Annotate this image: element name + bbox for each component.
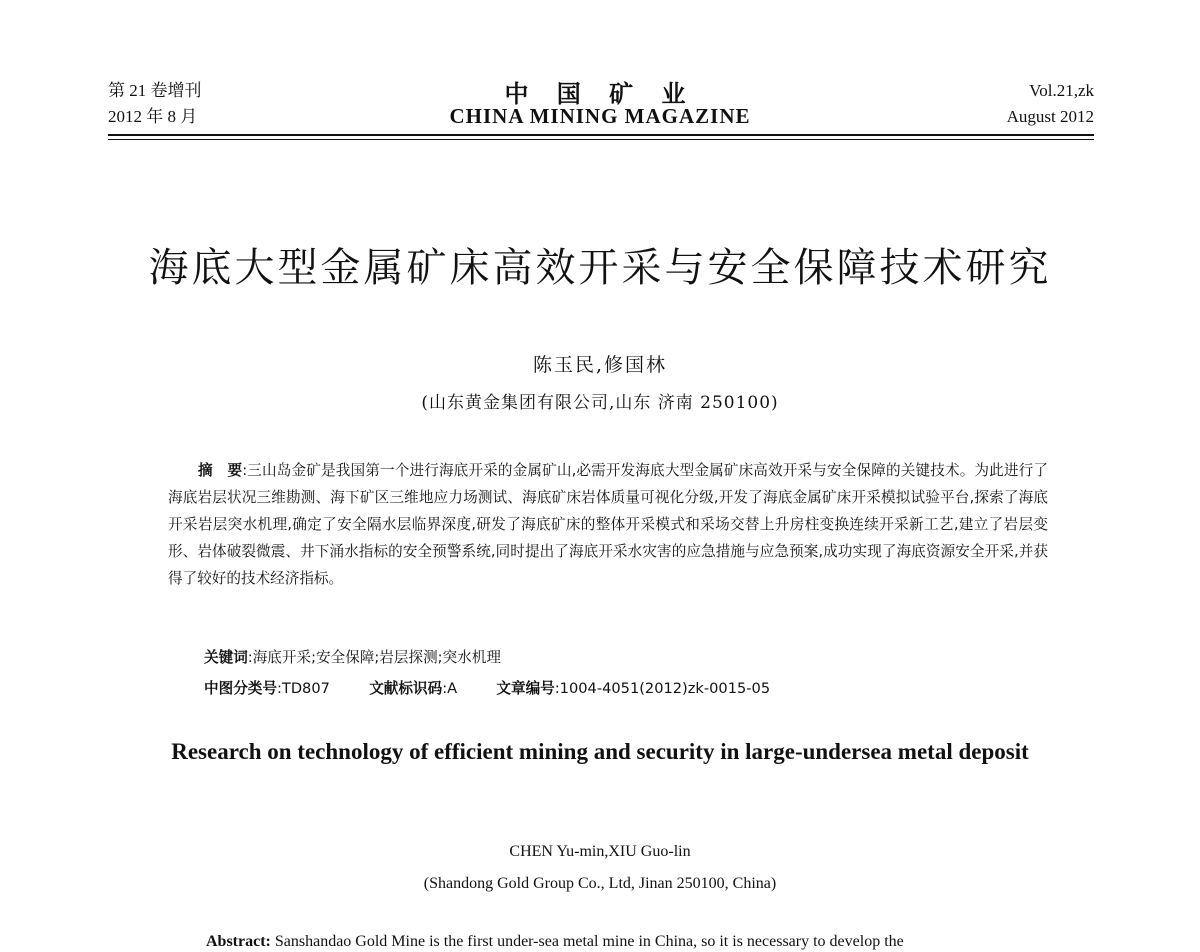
authors-cn: 陈玉民,修国林: [532, 354, 668, 376]
journal-name-cn: 中 国 矿 业: [504, 79, 696, 108]
abstract-cn-text: :三山岛金矿是我国第一个进行海底开采的金属矿山,必需开发海底大型金属矿床高效开采与安全保障的关键技术。为此进行了海底岩层状况三维勘测、海下矿区三维地应力场测试、海底矿床岩体质量可视化分级,开发了海底金属矿床开采模拟试验平台,探索了海底开采岩层突水机理,确定了安全隔水层临界深度,研发了海底矿床的整体开采模式和采场交替上升房柱变换连续开采新工艺,建立了岩层变形、岩体破裂微震、井下涌水指标的安全预警系统,同时提出了海底开采水灾害的应急措施与应急预案,成功实现了海底资源安全开采,并获得了较好的技术经济指标。: [168, 462, 1048, 587]
article-title-en: Research on technology of efficient mining and security in large-undersea metal deposit: [171, 739, 1029, 764]
clc-label: 中图分类号: [204, 680, 277, 697]
keywords-cn: [204, 646, 501, 667]
abstract-cn-label: 摘 要: [198, 462, 243, 479]
volume-en: Vol.21,zk: [1029, 81, 1094, 100]
authors-en: CHEN Yu-min,XIU Guo-lin: [509, 843, 691, 860]
date-en: August 2012: [1006, 107, 1094, 126]
article-title-cn: 海底大型金属矿床高效开采与安全保障技术研究: [148, 245, 1052, 291]
doc-code-value: :A: [442, 680, 458, 697]
doc-code-label: 文献标识码: [369, 680, 443, 697]
abstract-en-label: Abstract:: [206, 933, 271, 950]
abstract-cn: [168, 457, 1048, 592]
affiliation-en: (Shandong Gold Group Co., Ltd, Jinan 250100, China): [423, 875, 777, 892]
abstract-en: [206, 933, 904, 951]
classification-line: [204, 677, 770, 698]
abstract-en-text: Sanshandao Gold Mine is the first under-sea metal mine in China, so it is necessary to develop the: [270, 933, 904, 950]
keywords-cn-label: 关键词: [204, 649, 248, 666]
header-rule-thick: [108, 134, 1094, 136]
article-number-value: :1004-4051(2012)zk-0015-05: [554, 680, 771, 697]
header-rule-thin: [108, 139, 1094, 140]
clc-value: :TD807: [276, 680, 330, 697]
volume-issue: 第 21 卷增刊: [108, 81, 202, 100]
publication-date: 2012 年 8 月: [108, 107, 198, 126]
article-number-label: 文章编号: [496, 680, 555, 697]
keywords-cn-text: :海底开采;安全保障;岩层探测;突水机理: [247, 649, 501, 666]
journal-name-en: CHINA MINING MAGAZINE: [449, 104, 751, 128]
affiliation-cn: (山东黄金集团有限公司,山东 济南 250100): [421, 393, 779, 413]
